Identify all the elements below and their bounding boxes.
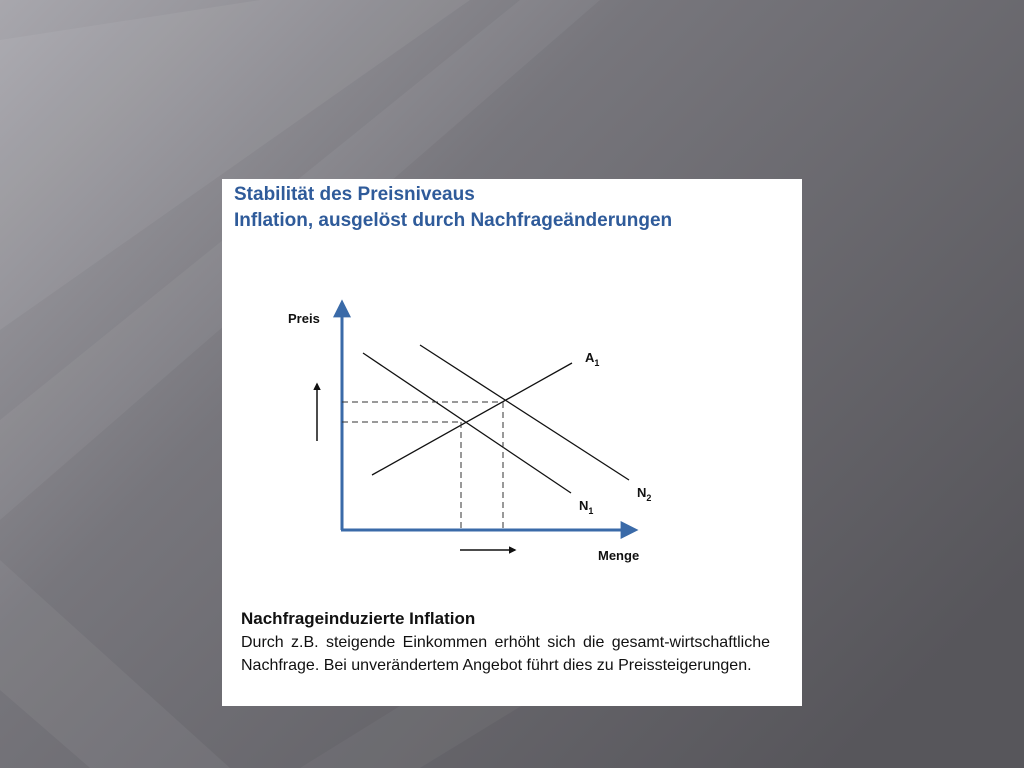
x-axis-label: Menge [598, 548, 640, 563]
supply-label-a1: $A_1$ [585, 350, 600, 368]
slide-card [222, 179, 802, 706]
description-text: Durch z.B. steigende Einkommen erhöht sich die gesamt-wirtschaftliche Nachfrage. Bei unverändertem Angebot führt dies zu Preissteigerungen. [241, 634, 770, 674]
y-axis-label: Preis [288, 311, 320, 326]
supply-demand-diagram [222, 179, 802, 579]
section-heading: Nachfrageinduzierte Inflation [241, 609, 476, 628]
demand-label-n2: $N_2$ [637, 485, 652, 503]
slide-title: Stabilität des Preisniveaus [234, 184, 475, 205]
demand-label-n1: $N_1$ [579, 498, 594, 516]
slide-subtitle: Inflation, ausgelöst durch Nachfrageänderungen [234, 210, 673, 231]
